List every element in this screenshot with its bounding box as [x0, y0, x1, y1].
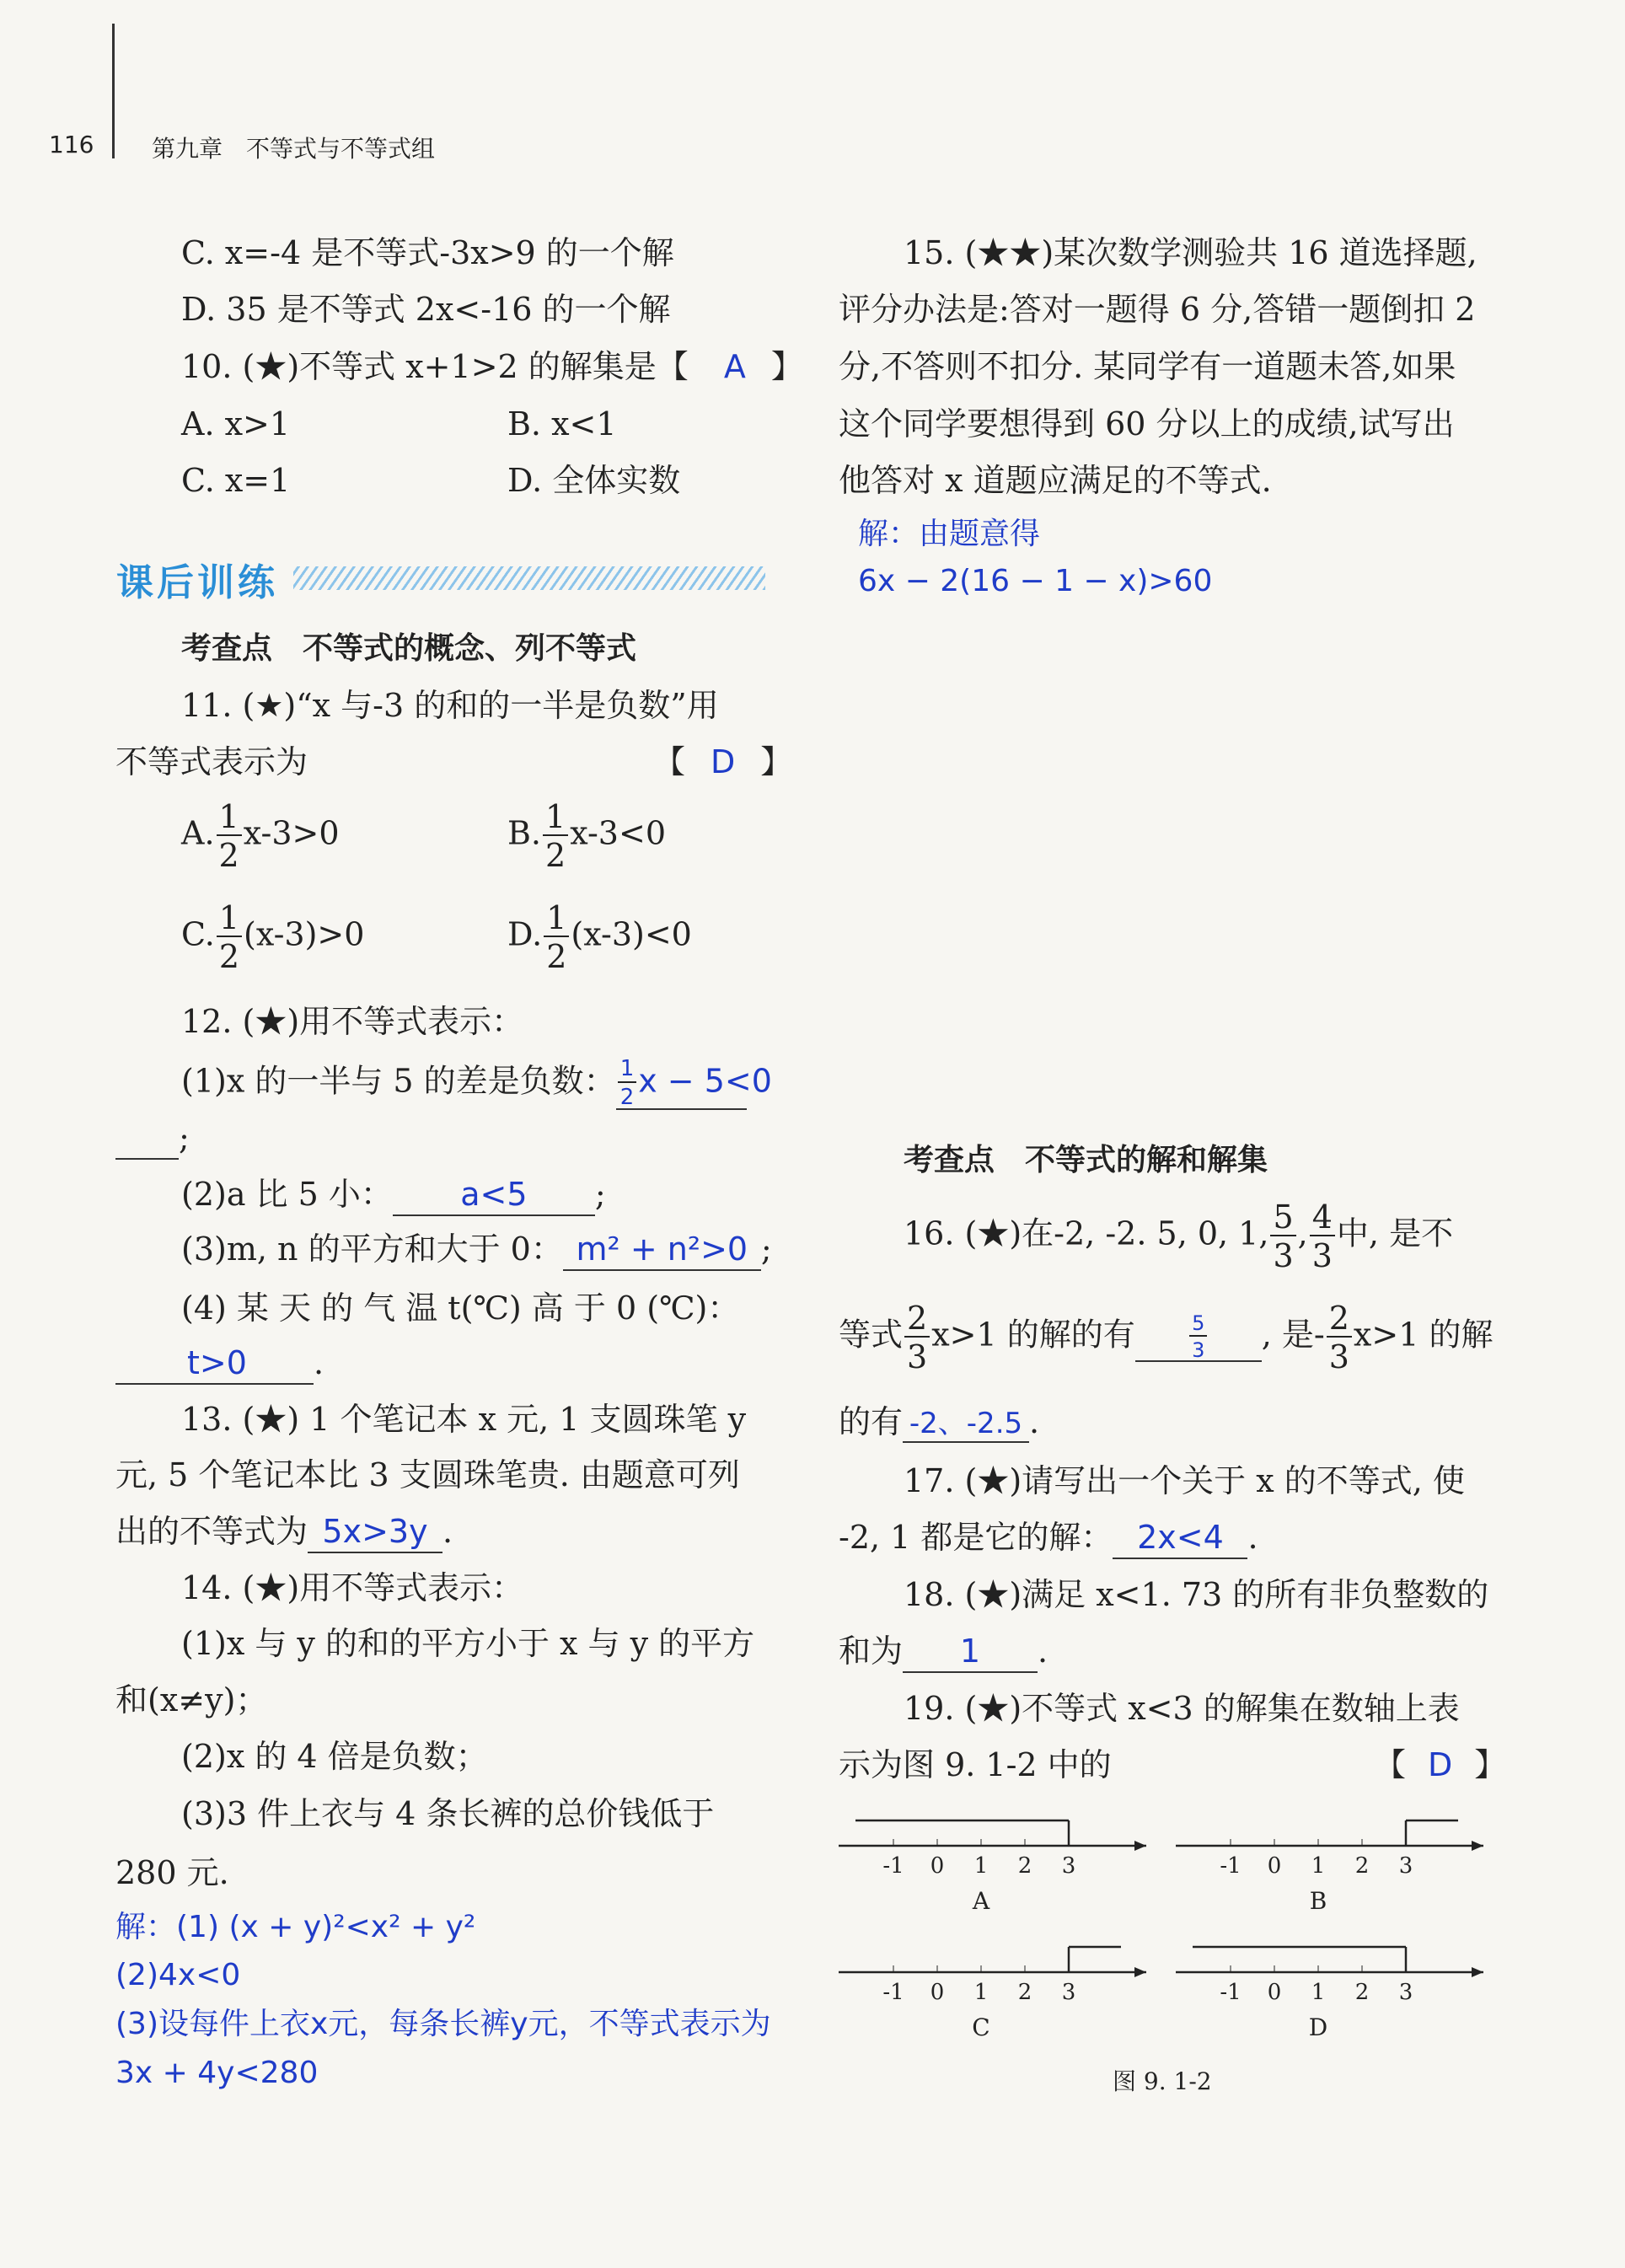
number-line-figure	[839, 1804, 1513, 2056]
fraction: $\frac{1}{2}$	[217, 902, 242, 973]
figure-caption: 图 9. 1-2	[1113, 2067, 1212, 2095]
fraction-5-3: $\frac{5}{3}$	[1270, 1201, 1295, 1272]
tick-label: 1	[1311, 1980, 1326, 2005]
tick-label: 3	[1398, 1853, 1413, 1879]
q19-answer: D	[1428, 1746, 1453, 1783]
q15-line1: 15. (★★)某次数学测验共 16 道选择题,	[904, 234, 1478, 271]
tick-label: 0	[930, 1980, 945, 2005]
header-rule	[112, 24, 115, 158]
q11-option-c	[181, 899, 365, 975]
q12-stem: 12. (★)用不等式表示：	[181, 1003, 524, 1040]
tick-label: 3	[1061, 1980, 1076, 2005]
q16-line2-mid2: , 是-	[1261, 1316, 1325, 1354]
q16-line3-text: 的有	[839, 1403, 904, 1440]
q12-part2: (2)a 比 5 小： a<5 ;	[181, 1176, 606, 1216]
q15-solution-2: 6x − 2(16 − 1 − x)>60	[858, 564, 1213, 598]
q14-solution-4: 3x + 4y<280	[115, 2056, 319, 2090]
q11-line2: 不等式表示为	[115, 743, 308, 780]
tick-label: 3	[1061, 1853, 1076, 1879]
option-label: B	[1309, 1887, 1327, 1915]
q12-part3: (3)m, n 的平方和大于 0： m² + n²>0 ;	[181, 1231, 772, 1271]
q19-answer-bracket	[1374, 1746, 1506, 1785]
tick-label: 2	[1354, 1853, 1370, 1879]
tick-label: 3	[1398, 1980, 1413, 2005]
section-title: 课后训练	[116, 561, 278, 604]
q17-line2: -2, 1 都是它的解： 2x<4 .	[839, 1519, 1258, 1559]
q12-part2-text: (2)a 比 5 小：	[181, 1176, 393, 1213]
q17-line1: 17. (★)请写出一个关于 x 的不等式, 使	[904, 1462, 1465, 1499]
q14-part3b: 280 元.	[115, 1854, 229, 1891]
q12-part3-text: (3)m, n 的平方和大于 0：	[181, 1231, 563, 1268]
q14-solution-1: 解：(1) (x + y)²<x² + y²	[115, 1910, 476, 1944]
tick-label: -1	[1220, 1853, 1242, 1879]
q13-answer: 5x>3y	[308, 1513, 442, 1553]
q14-part2: (2)x 的 4 倍是负数；	[181, 1738, 488, 1775]
q16-line3: 的有 -2、-2.5 .	[839, 1403, 1039, 1443]
q10-stem	[181, 348, 803, 387]
q11-option-b	[507, 798, 666, 874]
q16-line2-tail: x>1 的解	[1353, 1316, 1494, 1354]
semicolon: ;	[179, 1119, 190, 1156]
q17-line2-text: -2, 1 都是它的解：	[839, 1519, 1113, 1556]
q13-line2: 元, 5 个笔记本比 3 支圆珠笔贵. 由题意可列	[115, 1456, 740, 1493]
q10-answer: A	[723, 348, 746, 385]
q15-line5: 他答对 x 道题应满足的不等式.	[839, 462, 1272, 499]
axis-arrow	[1472, 1841, 1483, 1851]
option-text: (x-3)<0	[571, 915, 692, 953]
option-label: D.	[507, 915, 543, 953]
q14-part3a: (3)3 件上衣与 4 条长裤的总价钱低于	[181, 1795, 715, 1832]
axis-arrow	[1134, 1967, 1146, 1977]
fraction: $\frac{1}{2}$	[217, 801, 242, 871]
tick-label: -1	[1220, 1980, 1242, 2005]
q12-part1	[181, 1056, 772, 1110]
q16-line2-text: 等式	[839, 1316, 904, 1354]
option-label: D	[1308, 2013, 1328, 2041]
option-text: (x-3)>0	[244, 915, 365, 953]
q9-option-c: C. x=-4 是不等式-3x>9 的一个解	[181, 234, 674, 271]
q11-option-d	[507, 899, 692, 975]
q10-option-b: B. x<1	[507, 405, 617, 442]
tick-label: -1	[882, 1980, 904, 2005]
knowledge-point-1: 考查点 不等式的概念、列不等式	[181, 631, 637, 666]
q13-line3-text: 出的不等式为	[115, 1513, 308, 1550]
tick-label: 1	[973, 1980, 989, 2005]
q16-line2	[839, 1302, 1493, 1373]
tick-label: 0	[1267, 1980, 1282, 2005]
q15-line2: 评分办法是:答对一题得 6 分,答错一题倒扣 2	[839, 291, 1476, 328]
q19-line2: 示为图 9. 1-2 中的	[839, 1746, 1112, 1783]
fraction-4-3: $\frac{4}{3}$	[1310, 1201, 1335, 1272]
q12-part2-answer: a<5	[393, 1176, 595, 1216]
q15-line4: 这个同学要想得到 60 分以上的成绩,试写出	[839, 405, 1455, 442]
bracket-open: 【	[1374, 1746, 1407, 1783]
q14-part1a: (1)x 与 y 的和的平方小于 x 与 y 的平方	[181, 1625, 755, 1662]
q15-line3: 分,不答则不扣分. 某同学有一道题未答,如果	[839, 348, 1456, 385]
q11-line1: 11. (★)“x 与-3 的和的一半是负数”用	[181, 687, 719, 724]
bracket-close: 】	[1474, 1746, 1507, 1783]
tick-label: 0	[930, 1853, 945, 1879]
tick-label: 1	[973, 1853, 989, 1879]
q16-answer-2: -2、-2.5	[903, 1407, 1029, 1443]
q19-line1: 19. (★)不等式 x<3 的解集在数轴上表	[904, 1690, 1460, 1727]
q16-line1-tail: 中, 是不	[1336, 1214, 1454, 1252]
q18-line2: 和为 1 .	[839, 1633, 1048, 1673]
q12-part1-text: (1)x 的一半与 5 的差是负数：	[181, 1062, 616, 1100]
q16-line1: 16. (★)在-2, -2. 5, 0, 1, $\frac{5}{3}$ , $\frac{4}{3}$ 中, 是不	[904, 1198, 1454, 1274]
q14-solution-3: (3)设每件上衣x元，每条长裤y元，不等式表示为	[115, 2007, 771, 2041]
knowledge-point-2: 考查点 不等式的解和解集	[904, 1143, 1268, 1177]
option-text: x-3<0	[570, 814, 666, 852]
tick-label: 2	[1354, 1980, 1370, 2005]
section-title-hatch	[293, 566, 765, 590]
option-label: A	[972, 1887, 990, 1915]
bracket-close: 】	[760, 743, 793, 780]
q10-option-c: C. x=1	[181, 462, 291, 499]
q9-option-d: D. 35 是不等式 2x<-16 的一个解	[181, 291, 671, 328]
q10-option-a: A. x>1	[181, 405, 291, 442]
tick-label: 0	[1267, 1853, 1282, 1879]
q16-line2-mid: x>1 的解的有	[931, 1316, 1135, 1354]
q11-answer-bracket	[653, 743, 792, 782]
q12-part1-answer: $\frac{1}{2}$ x − 5<0	[616, 1058, 747, 1110]
q10-option-d: D. 全体实数	[507, 462, 681, 499]
fraction-2-3: $\frac{2}{3}$	[1327, 1302, 1352, 1373]
q18-line2-text: 和为	[839, 1633, 904, 1670]
tick-label: 2	[1017, 1980, 1032, 2005]
fraction: $\frac{1}{2}$	[544, 902, 569, 973]
q11-option-a	[181, 798, 340, 874]
q14-stem: 14. (★)用不等式表示：	[181, 1569, 524, 1606]
bracket-close: 】	[770, 348, 803, 385]
option-text: x-3>0	[243, 814, 340, 852]
q12-part4: (4) 某 天 的 气 温 t(℃) 高 于 0 (℃)：	[181, 1289, 740, 1327]
q12-part4-answer-line: t>0 .	[115, 1344, 324, 1385]
q13-line3: 出的不等式为 5x>3y .	[115, 1513, 453, 1553]
fraction: $\frac{1}{2}$	[543, 801, 568, 871]
axis-arrow	[1134, 1841, 1146, 1851]
q16-line1-text: 16. (★)在-2, -2. 5, 0, 1,	[904, 1214, 1269, 1252]
number-line-svg	[839, 1804, 1513, 2056]
q11-answer: D	[711, 743, 736, 780]
q12-part4-answer: t>0	[115, 1344, 314, 1385]
q12-part3-answer: m² + n²>0	[563, 1231, 761, 1271]
q13-line1: 13. (★) 1 个笔记本 x 元, 1 支圆珠笔 y	[181, 1401, 747, 1438]
bracket-open: 【	[653, 743, 686, 780]
tick-label: -1	[882, 1853, 904, 1879]
q14-solution-2: (2)4x<0	[115, 1958, 241, 1992]
q15-solution-1: 解：由题意得	[858, 517, 1041, 551]
option-label: B.	[507, 814, 542, 852]
tick-label: 2	[1017, 1853, 1032, 1879]
q10-stem-text: 10. (★)不等式 x+1>2 的解集是【	[181, 348, 689, 385]
option-label: A.	[181, 814, 215, 852]
blank-line	[115, 1119, 179, 1160]
chapter-title: 第九章 不等式与不等式组	[152, 135, 436, 163]
q18-answer: 1	[903, 1633, 1038, 1673]
tick-label: 1	[1311, 1853, 1326, 1879]
q16-answer-1: $\frac{5}{3}$	[1135, 1313, 1262, 1362]
option-label: C.	[181, 915, 215, 953]
axis-arrow	[1472, 1967, 1483, 1977]
q18-line1: 18. (★)满足 x<1. 73 的所有非负整数的	[904, 1576, 1489, 1613]
option-label: C	[972, 2013, 990, 2041]
q14-part1b: 和(x≠y)；	[115, 1681, 268, 1718]
q17-answer: 2x<4	[1113, 1519, 1247, 1559]
page-number: 116	[49, 131, 94, 158]
fraction-2-3: $\frac{2}{3}$	[904, 1302, 930, 1373]
q12-part1-cont	[115, 1119, 190, 1160]
